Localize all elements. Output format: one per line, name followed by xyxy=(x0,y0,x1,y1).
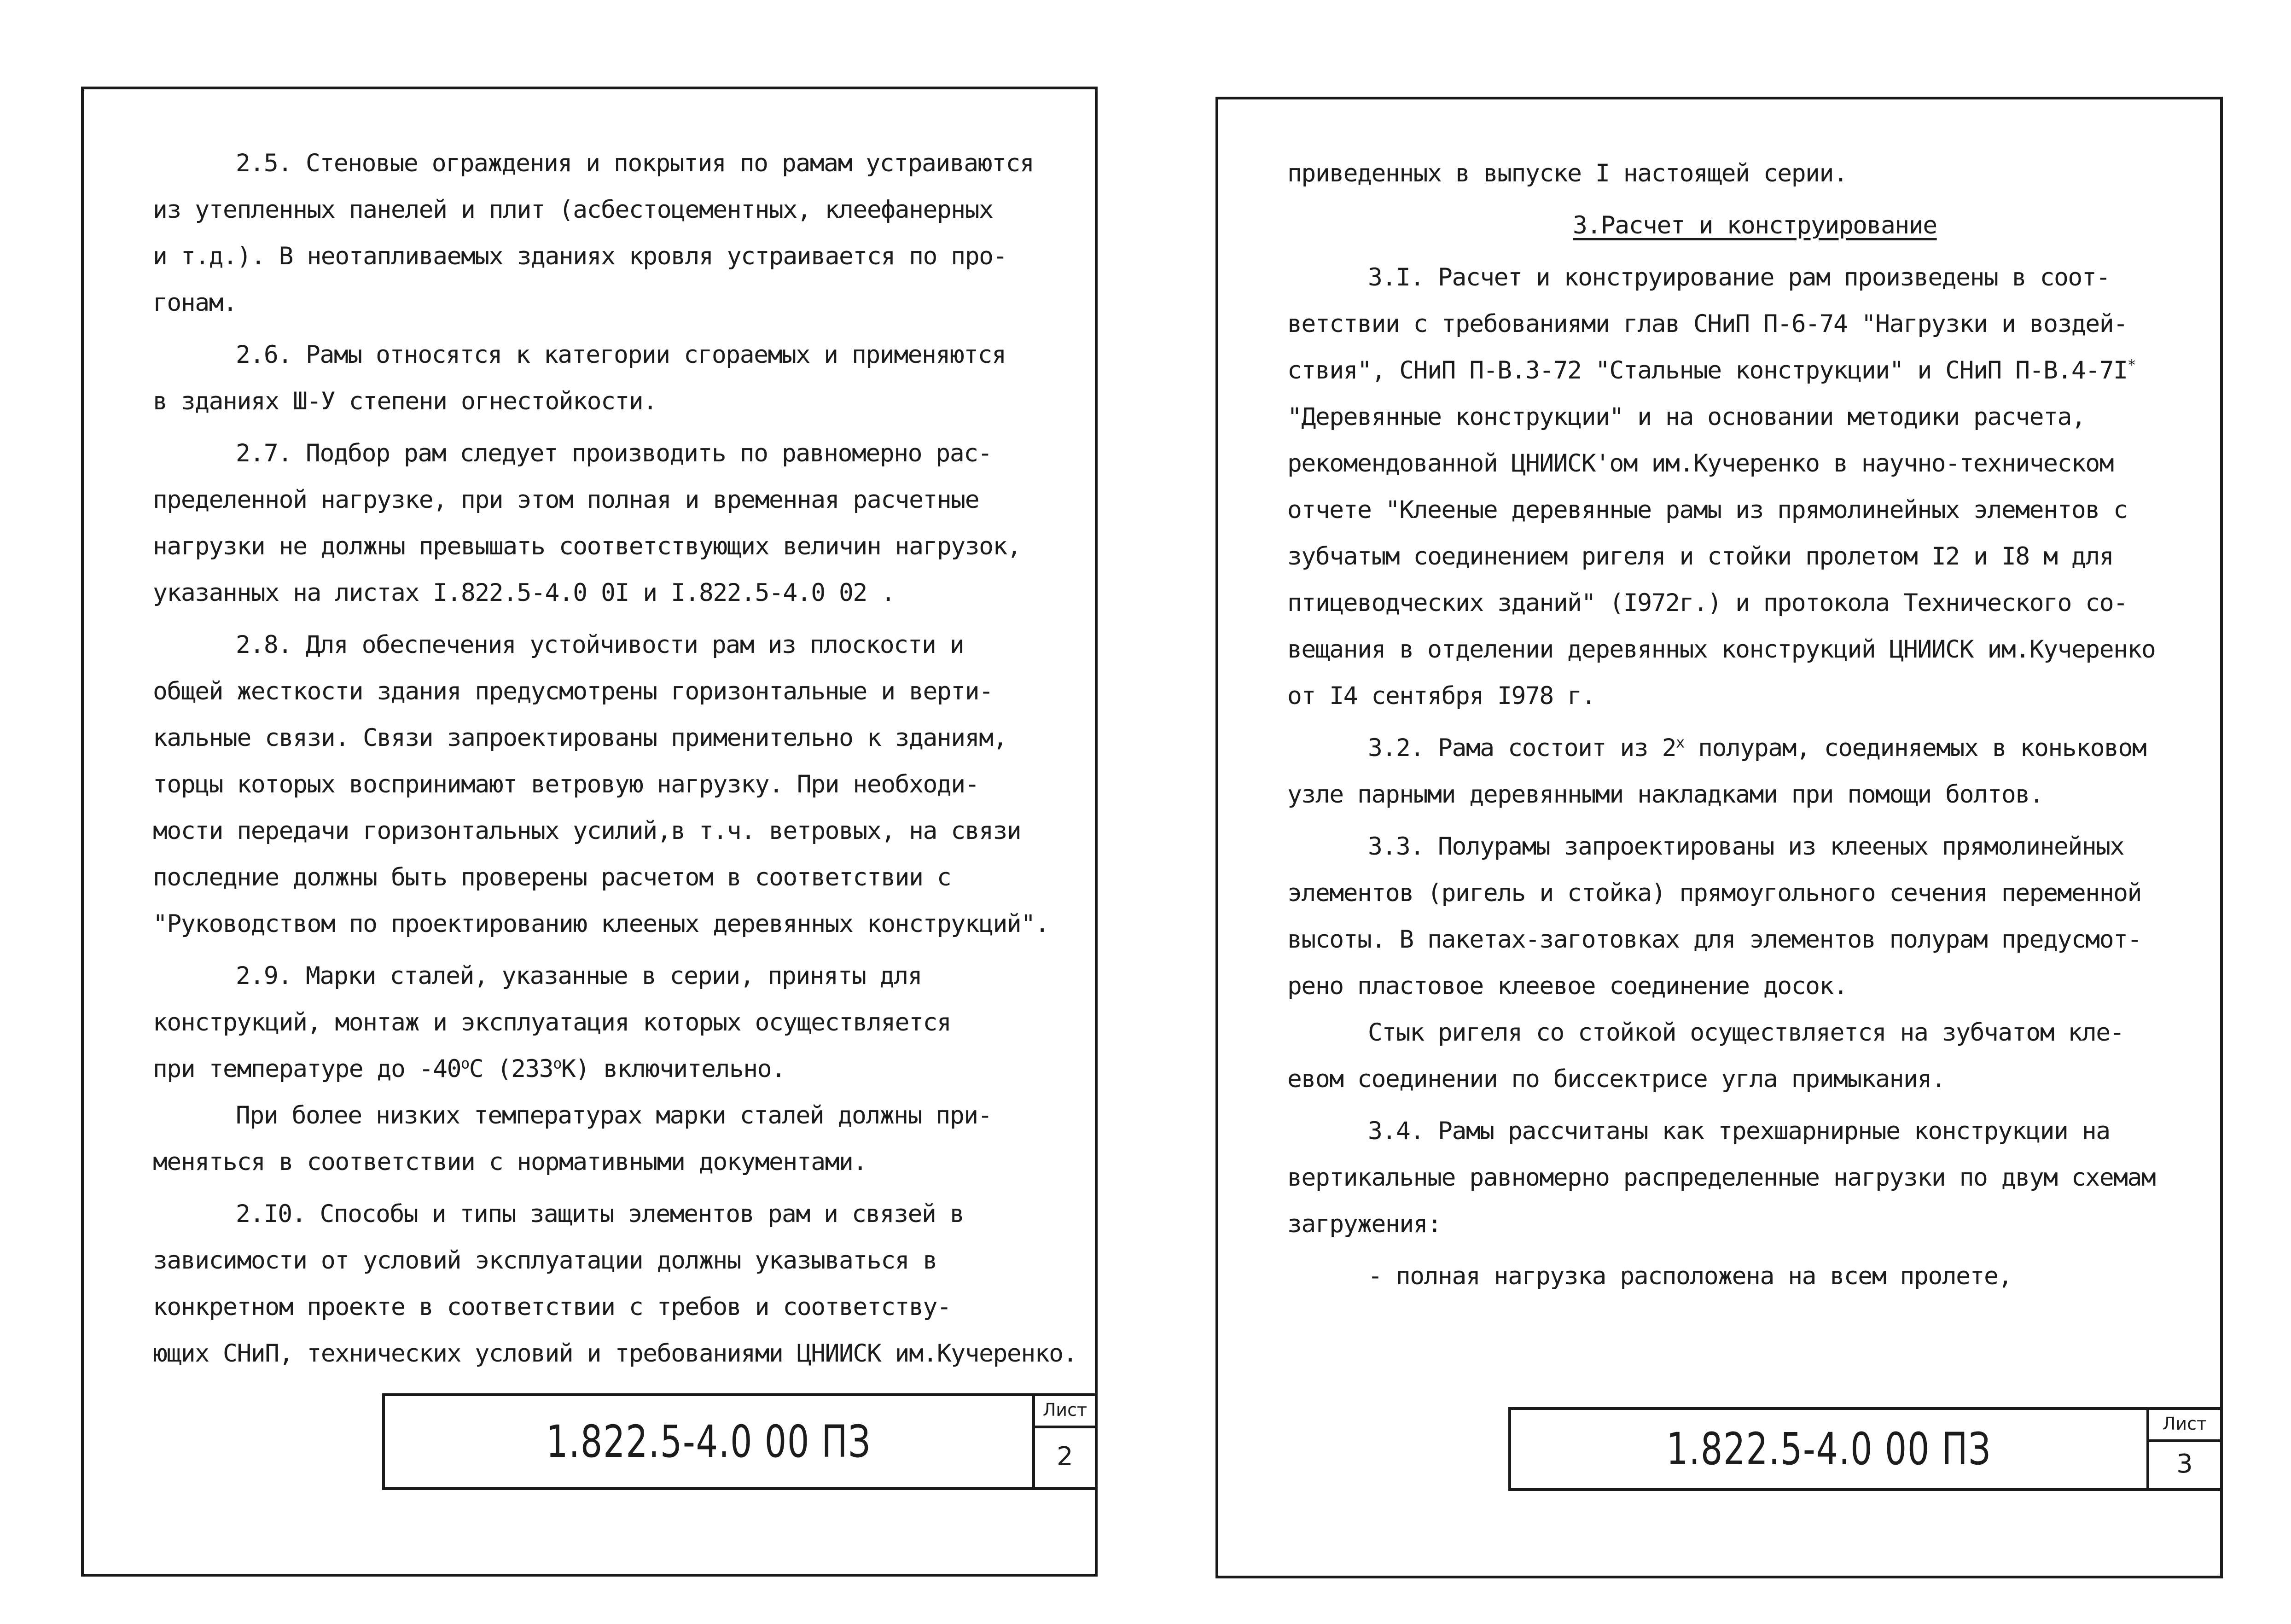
text-line: при температуре до $-40^оС$ $(233^оК)$ включительно. xyxy=(153,1054,785,1083)
text-line: "Деревянные конструкции" и на основании методики расчета, xyxy=(1287,403,2086,431)
text-line: вещания в отделении деревянных конструкций ЦНИИСК им.Кучеренко xyxy=(1287,635,2156,664)
text-line: элементов (ригель и стойка) прямоугольного сечения переменной xyxy=(1287,879,2141,907)
sheet-number-box xyxy=(1032,1396,1095,1487)
section-heading: 3.Расчет и конструирование xyxy=(1573,211,1937,239)
text-line: приведенных в выпуске I настоящей серии. xyxy=(1287,159,1848,187)
text-line: загружения: xyxy=(1287,1210,1442,1238)
text-line: рено пластовое клеевое соединение досок. xyxy=(1287,972,1848,1000)
text-line: 3.3. Полурамы запроектированы из клееных прямолинейных xyxy=(1368,832,2124,861)
sheet-label: Лист xyxy=(2149,1410,2220,1442)
text-line: 2.8. Для обеспечения устойчивости рам из плоскости и xyxy=(236,631,964,659)
text-line: 2.9. Марки сталей, указанные в серии, приняты для xyxy=(236,962,922,990)
text-line: 2.6. Рамы относятся к категории сгораемых и применяются xyxy=(236,341,1006,369)
title-block xyxy=(1508,1407,2223,1491)
document-code: 1.822.5-4.0 00 ПЗ xyxy=(1666,1423,1991,1475)
text-line: из утепленных панелей и плит (асбестоцементных, клеефанерных xyxy=(153,196,993,224)
text-line: евом соединении по биссектрисе угла примыкания. xyxy=(1287,1065,1946,1093)
text-line: вертикальные равномерно распределенные нагрузки по двум схемам xyxy=(1287,1164,2156,1192)
text-line: конкретном проекте в соответствии с требов и соответству- xyxy=(153,1293,951,1321)
right-page xyxy=(1215,97,2223,1578)
sheet-number: 3 xyxy=(2176,1449,2193,1479)
left-page xyxy=(81,87,1098,1577)
text-line: меняться в соответствии с нормативными документами. xyxy=(153,1148,867,1176)
asterisk-mark: * xyxy=(2127,356,2136,374)
text-line: Стык ригеля со стойкой осуществляется на зубчатом кле- xyxy=(1368,1019,2124,1047)
text-line: При более низких температурах марки сталей должны при- xyxy=(236,1101,992,1129)
text-line: торцы которых воспринимают ветровую нагрузку. При необходи- xyxy=(153,770,979,798)
document-code: 1.822.5-4.0 00 ПЗ xyxy=(546,1416,871,1467)
text-line: конструкций, монтаж и эксплуатация которых осуществляется xyxy=(153,1008,951,1036)
text-line: последние должны быть проверены расчетом в соответствии с xyxy=(153,863,951,891)
text-line: "Руководством по проектированию клееных деревянных конструкций". xyxy=(153,910,1049,938)
text-line: пределенной нагрузке, при этом полная и временная расчетные xyxy=(153,486,979,514)
text-line: от I4 сентября I978 г. xyxy=(1287,682,1595,710)
text-line: общей жесткости здания предусмотрены горизонтальные и верти- xyxy=(153,677,993,705)
text-line: зубчатым соединением ригеля и стойки пролетом I2 и I8 м для xyxy=(1287,542,2114,570)
text-line: отчете "Клееные деревянные рамы из прямолинейных элементов с xyxy=(1287,496,2128,524)
text-line: 2.7. Подбор рам следует производить по равномерно рас- xyxy=(236,439,992,467)
text-line: и т.д.). В неотапливаемых зданиях кровля устраивается по про- xyxy=(153,242,1007,270)
count-mark: х xyxy=(1676,733,1684,751)
sheet-number-box xyxy=(2146,1410,2220,1488)
text-line: птицеводческих зданий" (I972г.) и протокола Технического со- xyxy=(1287,589,2128,617)
text-line: ветствии с требованиями глав СНиП П-6-74 "Нагрузки и воздей- xyxy=(1287,310,2128,338)
left-page-text xyxy=(153,140,1097,1377)
degree-mark: о xyxy=(461,1054,469,1072)
text-line: - полная нагрузка расположена на всем пролете, xyxy=(1368,1262,2012,1290)
text-line: указанных на листах I.822.5-4.0 0I и I.822.5-4.0 02 . xyxy=(153,579,895,607)
text-line: ствия", СНиП П-В.3-72 "Стальные конструкции" и СНиП П-В.4-7I* xyxy=(1287,356,2136,384)
text-line: 2.5. Стеновые ограждения и покрытия по рамам устраиваются xyxy=(236,149,1034,177)
title-block xyxy=(382,1393,1098,1490)
sheet-label: Лист xyxy=(1035,1396,1095,1428)
sheet-number: 2 xyxy=(1057,1441,1073,1472)
text-line: 3.4. Рамы рассчитаны как трехшарнирные конструкции на xyxy=(1368,1117,2110,1145)
text-line: кальные связи. Связи запроектированы применительно к зданиям, xyxy=(153,724,1007,752)
text-line: гонам. xyxy=(153,289,237,317)
text-line: узле парными деревянными накладками при помощи болтов. xyxy=(1287,780,2044,809)
text-line: в зданиях Ш-У степени огнестойкости. xyxy=(153,387,657,415)
text-line: высоты. В пакетах-заготовках для элементов полурам предусмот- xyxy=(1287,926,2141,954)
text-line: 2.I0. Способы и типы защиты элементов рам и связей в xyxy=(236,1200,964,1228)
right-page-text xyxy=(1287,150,2217,1299)
degree-mark: о xyxy=(553,1054,561,1072)
text-line: мости передачи горизонтальных усилий,в т.ч. ветровых, на связи xyxy=(153,817,1021,845)
text-line: 3.I. Расчет и конструирование рам произведены в соот- xyxy=(1368,263,2110,291)
text-line: рекомендованной ЦНИИСК'ом им.Кучеренко в научно-техническом xyxy=(1287,449,2114,477)
text-line: зависимости от условий эксплуатации должны указываться в xyxy=(153,1246,937,1275)
text-line: 3.2. Рама состоит из $2^х$ полурам, соединяемых в коньковом xyxy=(1368,733,2146,762)
text-line: ющих СНиП, технических условий и требованиями ЦНИИСК им.Кучеренко. xyxy=(153,1339,1077,1368)
text-line: нагрузки не должны превышать соответствующих величин нагрузок, xyxy=(153,532,1021,560)
